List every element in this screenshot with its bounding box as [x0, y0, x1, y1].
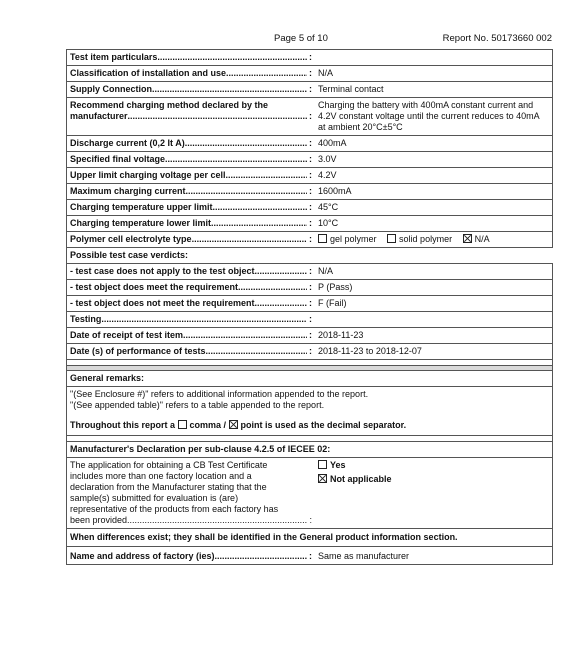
sep-pre: Throughout this report a	[70, 420, 175, 430]
row-value: 10°C	[315, 216, 553, 232]
row-value: 1600mA	[315, 184, 553, 200]
electrolyte-options	[315, 232, 553, 248]
row-label: Maximum charging current	[70, 186, 186, 196]
row-label: Specified final voltage	[70, 154, 166, 164]
na-checkbox-checked[interactable]	[463, 234, 472, 243]
verdict-label: - test object does not meet the requirement	[70, 298, 255, 308]
report-number: Report No. 50173660 002	[442, 33, 552, 44]
sep-point: point is used as the decimal separator.	[240, 420, 407, 430]
particulars-title: Test item particulars	[70, 52, 158, 62]
yes-label: Yes	[330, 460, 346, 470]
sep-comma: comma /	[189, 420, 227, 430]
yes-checkbox[interactable]	[318, 460, 327, 469]
particulars-table: Test item particulars ..... : Classification of installation and use ..... : N/A Supply Connection ..... : Terminal contact Recommend charging method declared by the manufacturer ..... : Charging the battery with 400mA constant current and 4.2V constant voltage until the current reduces to 40mA at ambient 20°C±5°C Discharge current (0,2 It A) ..... : 400mA Specified final voltage ..... : 3.0V Upper limit charging voltage per cell ..... : 4.2V Maximum charging current ..... : 1600mA Charging temperature upper limit ..... : 45°C Charging temperature lower limit ..... : 10°C Polymer cell electrolyte type ..... : gel polymer solid polymer N/A Possible test case verdicts: - test case does not apply to the test object ..... : N/A - test object does meet the requirement ..... : P (Pass) - test object does not meet the requirement ..... : F (Fail) Testing ..... : Date of receipt of test item ..... : 2018-11-23 Date (s) of performance of tests ..... : 2018-11-23 to 2018-12-07 General remarks: "(See Enclosure #)" refers to additional information appended to the report. "(See appended table)" refers to a table appended to the report. Throughout this report a comma / point is used as the decimal separator. Manufacturer's Declaration per sub-clause 4.2.5 of IECEE 02: The application for obtaining a CB Test Certificate includes more than one factory location and a declaration from the Manufacturer stating that the sample(s) submitted for evaluation is (are) representative of the products from each factory has been provided ..... : Yes Not applicable When differences exist; they shall be identified in the General product information section. Name and address of factory (ies) ..... : Same as manufacturer	[66, 49, 553, 565]
verdict-value: P (Pass)	[315, 280, 553, 296]
declaration-text: been provided	[70, 515, 128, 525]
row-label-line1: Recommend charging method declared by the	[70, 100, 269, 110]
row-label: Charging temperature lower limit	[70, 218, 212, 228]
gel-polymer-label: gel polymer	[330, 234, 377, 244]
declaration-text: The application for obtaining a CB Test Certificate	[70, 460, 268, 470]
row-value: 4.2V	[315, 168, 553, 184]
testing-title: Testing	[70, 314, 102, 324]
row-label: Classification of installation and use	[70, 68, 227, 78]
row-label: Upper limit charging voltage per cell	[70, 170, 226, 180]
gel-polymer-checkbox[interactable]	[318, 234, 327, 243]
verdict-value: N/A	[315, 264, 553, 280]
row-value: N/A	[315, 66, 553, 82]
verdicts-title: Possible test case verdicts:	[67, 248, 553, 264]
page-header	[0, 33, 574, 45]
receipt-label: Date of receipt of test item	[70, 330, 184, 340]
not-applicable-checkbox-checked[interactable]	[318, 474, 327, 483]
not-applicable-label: Not applicable	[330, 474, 392, 484]
row-value: Charging the battery with 400mA constant current and 4.2V constant voltage until the current reduces to 40mA at ambient 20°C±5°C	[315, 98, 553, 136]
verdict-label: - test object does meet the requirement	[70, 282, 239, 292]
row-value: 3.0V	[315, 152, 553, 168]
verdict-label: - test case does not apply to the test object	[70, 266, 255, 276]
row-label: Discharge current (0,2 It A)	[70, 138, 185, 148]
row-label: Supply Connection	[70, 84, 152, 94]
declaration-text: sample(s) submitted for evaluation is (are)	[70, 493, 239, 503]
row-label: Charging temperature upper limit	[70, 202, 213, 212]
declaration-text: declaration from the Manufacturer stating that the	[70, 482, 267, 492]
row-value: Terminal contact	[315, 82, 553, 98]
comma-checkbox[interactable]	[178, 420, 187, 429]
performance-value: 2018-11-23 to 2018-12-07	[315, 344, 553, 360]
solid-polymer-checkbox[interactable]	[387, 234, 396, 243]
remarks-line2: "(See appended table)" refers to a table appended to the report.	[70, 400, 325, 410]
performance-label: Date (s) of performance of tests	[70, 346, 206, 356]
decimal-separator-line	[70, 420, 549, 431]
differences-note: When differences exist; they shall be identified in the General product information section.	[67, 529, 553, 547]
row-label-line2: manufacturer	[70, 111, 128, 121]
declaration-text: includes more than one factory location and a	[70, 471, 252, 481]
declaration-text: representative of the products from each factory has	[70, 504, 279, 514]
row-label: Polymer cell electrolyte type	[70, 234, 192, 244]
receipt-value: 2018-11-23	[315, 328, 553, 344]
point-checkbox-checked[interactable]	[229, 420, 238, 429]
factory-value: Same as manufacturer	[315, 547, 553, 565]
factory-label: Name and address of factory (ies)	[70, 551, 215, 561]
page-number: Page 5 of 10	[274, 33, 328, 44]
solid-polymer-label: solid polymer	[399, 234, 453, 244]
declaration-title: Manufacturer's Declaration per sub-clause 4.2.5 of IECEE 02:	[67, 442, 553, 458]
row-value: 45°C	[315, 200, 553, 216]
remarks-line1: "(See Enclosure #)" refers to additional information appended to the report.	[70, 389, 369, 399]
remarks-title: General remarks:	[67, 371, 553, 387]
verdict-value: F (Fail)	[315, 296, 553, 312]
na-label: N/A	[474, 234, 490, 244]
row-value: 400mA	[315, 136, 553, 152]
